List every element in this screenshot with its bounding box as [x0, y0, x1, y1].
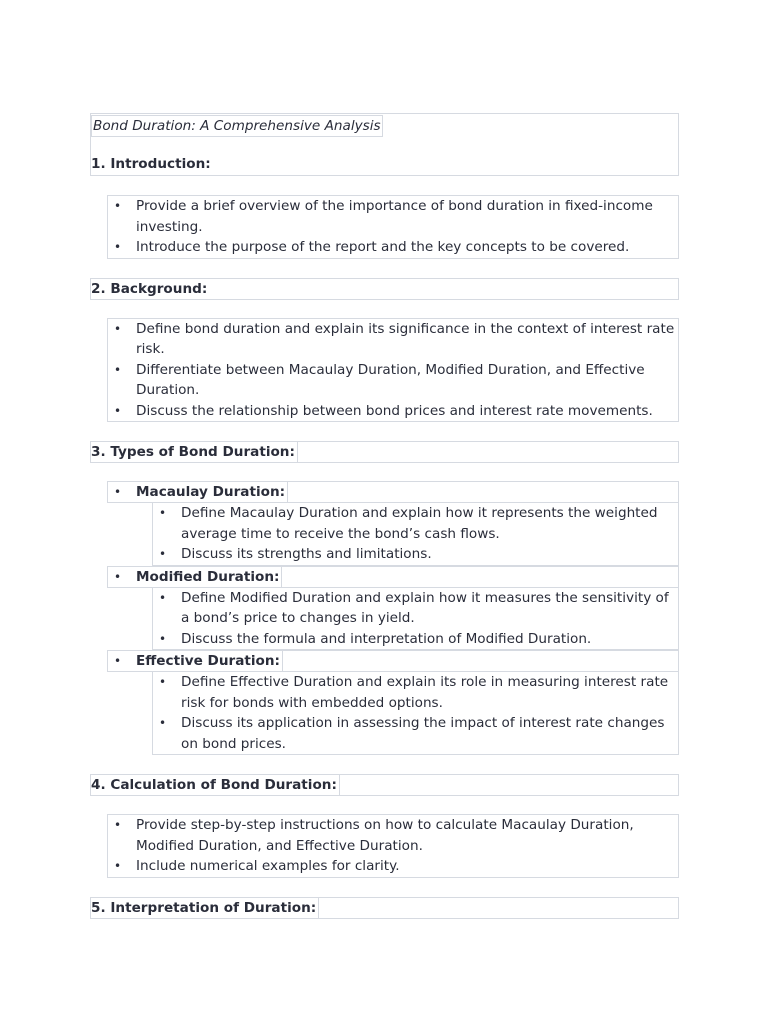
- list-item-effective: [107, 650, 679, 672]
- list-item: • Discuss the relationship between bond prices and interest rate movements.: [108, 401, 678, 422]
- effective-sublist: [152, 672, 679, 755]
- list-item: • Define Effective Duration and explain its role in measuring interest rate risk for bonds with embedded options.: [153, 672, 678, 713]
- list-item: • Define bond duration and explain its significance in the context of interest rate risk.: [108, 319, 678, 360]
- list-item: • Discuss its application in assessing the impact of interest rate changes on bond prices.: [153, 713, 678, 754]
- document-body: [90, 113, 679, 919]
- list-item: • Include numerical examples for clarity.: [108, 856, 678, 877]
- section-heading-interpretation: 5. Interpretation of Duration:: [91, 898, 319, 918]
- section-heading-background: 2. Background:: [91, 280, 208, 297]
- section-heading-types: 3. Types of Bond Duration:: [91, 442, 298, 462]
- section-heading-calculation: 4. Calculation of Bond Duration:: [91, 775, 340, 795]
- calculation-list: [107, 814, 679, 878]
- list-item: • Provide a brief overview of the importance of bond duration in fixed-income investing.: [108, 196, 678, 237]
- list-item: • Introduce the purpose of the report and the key concepts to be covered.: [108, 237, 678, 258]
- heading-row-calculation: [90, 774, 679, 796]
- heading-row-types: [90, 441, 679, 463]
- introduction-list: [107, 195, 679, 259]
- item-label: Macaulay Duration:: [136, 482, 288, 502]
- item-label: Modified Duration:: [136, 567, 282, 587]
- list-item: • Discuss the formula and interpretation of Modified Duration.: [153, 629, 678, 650]
- macaulay-sublist: [152, 503, 679, 566]
- list-item: • Differentiate between Macaulay Duration, Modified Duration, and Effective Duration.: [108, 360, 678, 401]
- list-item: • Define Macaulay Duration and explain how it represents the weighted average time to receive the bond’s cash flows.: [153, 503, 678, 544]
- section-heading-introduction: 1. Introduction:: [91, 156, 211, 172]
- title-block: [90, 113, 679, 176]
- list-item-modified: [107, 566, 679, 588]
- types-list: [90, 481, 679, 755]
- item-label: Effective Duration:: [136, 651, 283, 671]
- modified-sublist: [152, 588, 679, 651]
- list-item-macaulay: [107, 481, 679, 503]
- heading-row-background: [90, 278, 679, 300]
- list-item: • Discuss its strengths and limitations.: [153, 544, 678, 565]
- document-title: Bond Duration: A Comprehensive Analysis: [91, 115, 383, 137]
- list-item: • Provide step-by-step instructions on how to calculate Macaulay Duration, Modified Duration, and Effective Duration.: [108, 815, 678, 856]
- heading-row-interpretation: [90, 897, 679, 919]
- background-list: [107, 318, 679, 423]
- list-item: • Define Modified Duration and explain how it measures the sensitivity of a bond’s price to changes in yield.: [153, 588, 678, 629]
